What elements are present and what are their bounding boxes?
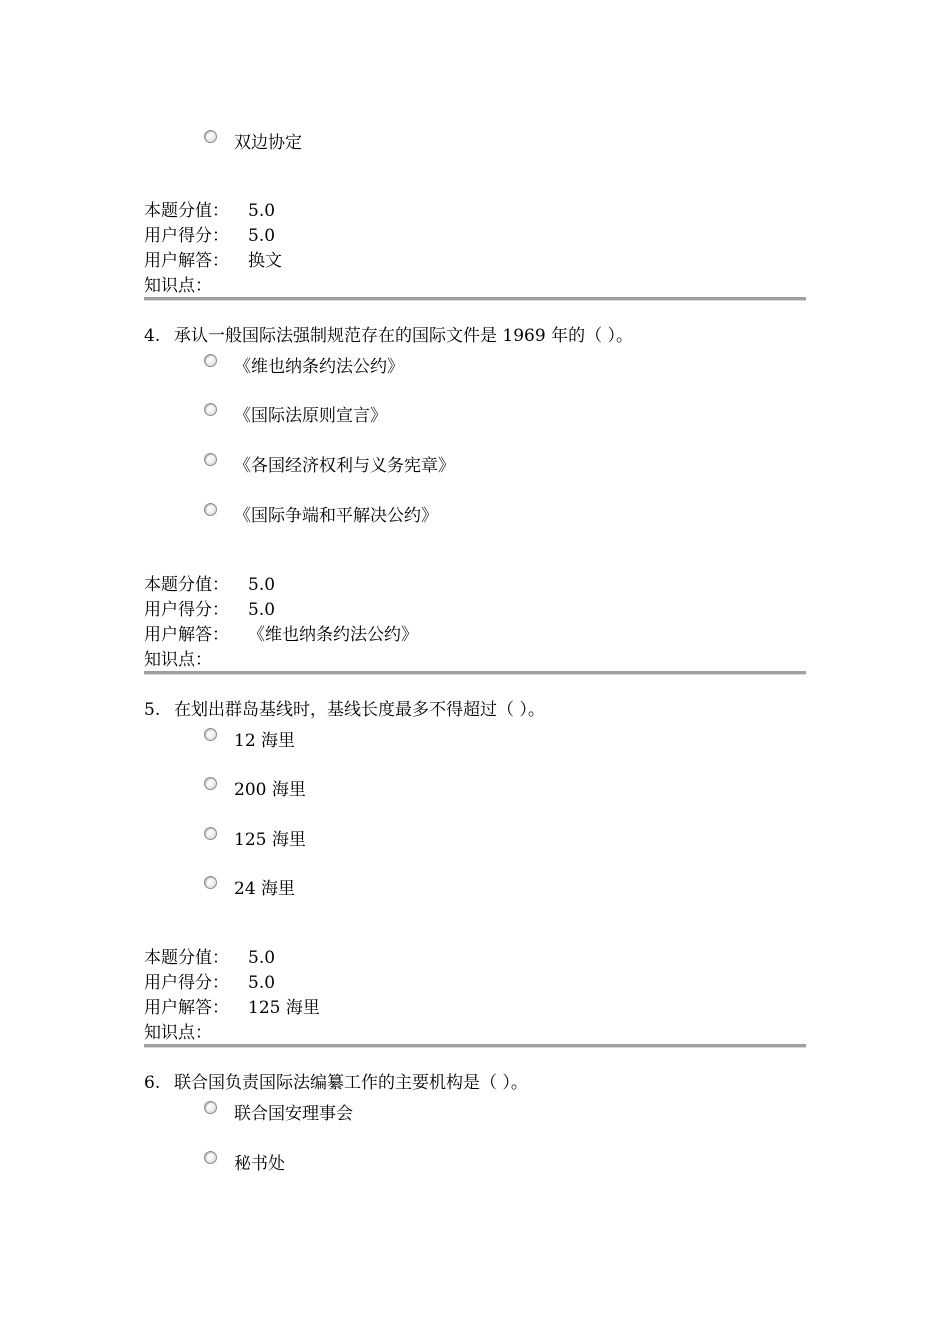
option-label: 《国际争端和平解决公约》	[234, 506, 438, 526]
radio-option-5-2[interactable]	[204, 777, 217, 790]
user-answer-label: 用户解答：	[144, 251, 229, 271]
divider	[144, 671, 806, 675]
question-text: 联合国负责国际法编纂工作的主要机构是（ ）。	[174, 1073, 528, 1093]
option-label: 《维也纳条约法公约》	[234, 357, 404, 377]
option-label: 12 海里	[234, 731, 296, 751]
radio-option-3-4[interactable]	[204, 130, 217, 143]
score-label: 本题分值：	[144, 575, 229, 595]
knowledge-label: 知识点：	[144, 1023, 212, 1043]
radio-option-5-4[interactable]	[204, 876, 217, 889]
score-label: 本题分值：	[144, 948, 229, 968]
radio-option-4-4[interactable]	[204, 503, 217, 516]
option-label: 200 海里	[234, 780, 306, 800]
option-label: 《国际法原则宣言》	[234, 406, 387, 426]
user-score-value: 5.0	[248, 226, 276, 246]
user-score-label: 用户得分：	[144, 973, 229, 993]
option-label: 联合国安理事会	[234, 1104, 353, 1124]
question-text: 在划出群岛基线时，基线长度最多不得超过（ ）。	[174, 700, 545, 720]
option-label: 125 海里	[234, 830, 306, 850]
user-score-label: 用户得分：	[144, 226, 229, 246]
score-label: 本题分值：	[144, 201, 229, 221]
user-answer-label: 用户解答：	[144, 998, 229, 1018]
knowledge-label: 知识点：	[144, 650, 212, 670]
user-score-value: 5.0	[248, 600, 276, 620]
user-answer-value: 换文	[248, 251, 282, 271]
radio-option-4-1[interactable]	[204, 354, 217, 367]
option-label: 24 海里	[234, 879, 296, 899]
option-label: 秘书处	[234, 1154, 285, 1174]
radio-option-5-1[interactable]	[204, 728, 217, 741]
question-number: 4.	[144, 326, 161, 346]
divider	[144, 297, 806, 301]
question-text: 承认一般国际法强制规范存在的国际文件是 1969 年的（ ）。	[174, 326, 633, 346]
option-label: 《各国经济权利与义务宪章》	[234, 456, 455, 476]
question-number: 6.	[144, 1073, 161, 1093]
user-score-value: 5.0	[248, 973, 276, 993]
option-label: 双边协定	[234, 133, 302, 153]
user-score-label: 用户得分：	[144, 600, 229, 620]
radio-option-6-2[interactable]	[204, 1151, 217, 1164]
score-value: 5.0	[248, 948, 276, 968]
radio-option-4-3[interactable]	[204, 453, 217, 466]
user-answer-label: 用户解答：	[144, 625, 229, 645]
knowledge-label: 知识点：	[144, 276, 212, 296]
question-number: 5.	[144, 700, 161, 720]
score-value: 5.0	[248, 201, 276, 221]
radio-option-6-1[interactable]	[204, 1101, 217, 1114]
divider	[144, 1044, 806, 1048]
radio-option-5-3[interactable]	[204, 827, 217, 840]
score-value: 5.0	[248, 575, 276, 595]
user-answer-value: 《维也纳条约法公约》	[248, 625, 418, 645]
radio-option-4-2[interactable]	[204, 403, 217, 416]
user-answer-value: 125 海里	[248, 998, 320, 1018]
